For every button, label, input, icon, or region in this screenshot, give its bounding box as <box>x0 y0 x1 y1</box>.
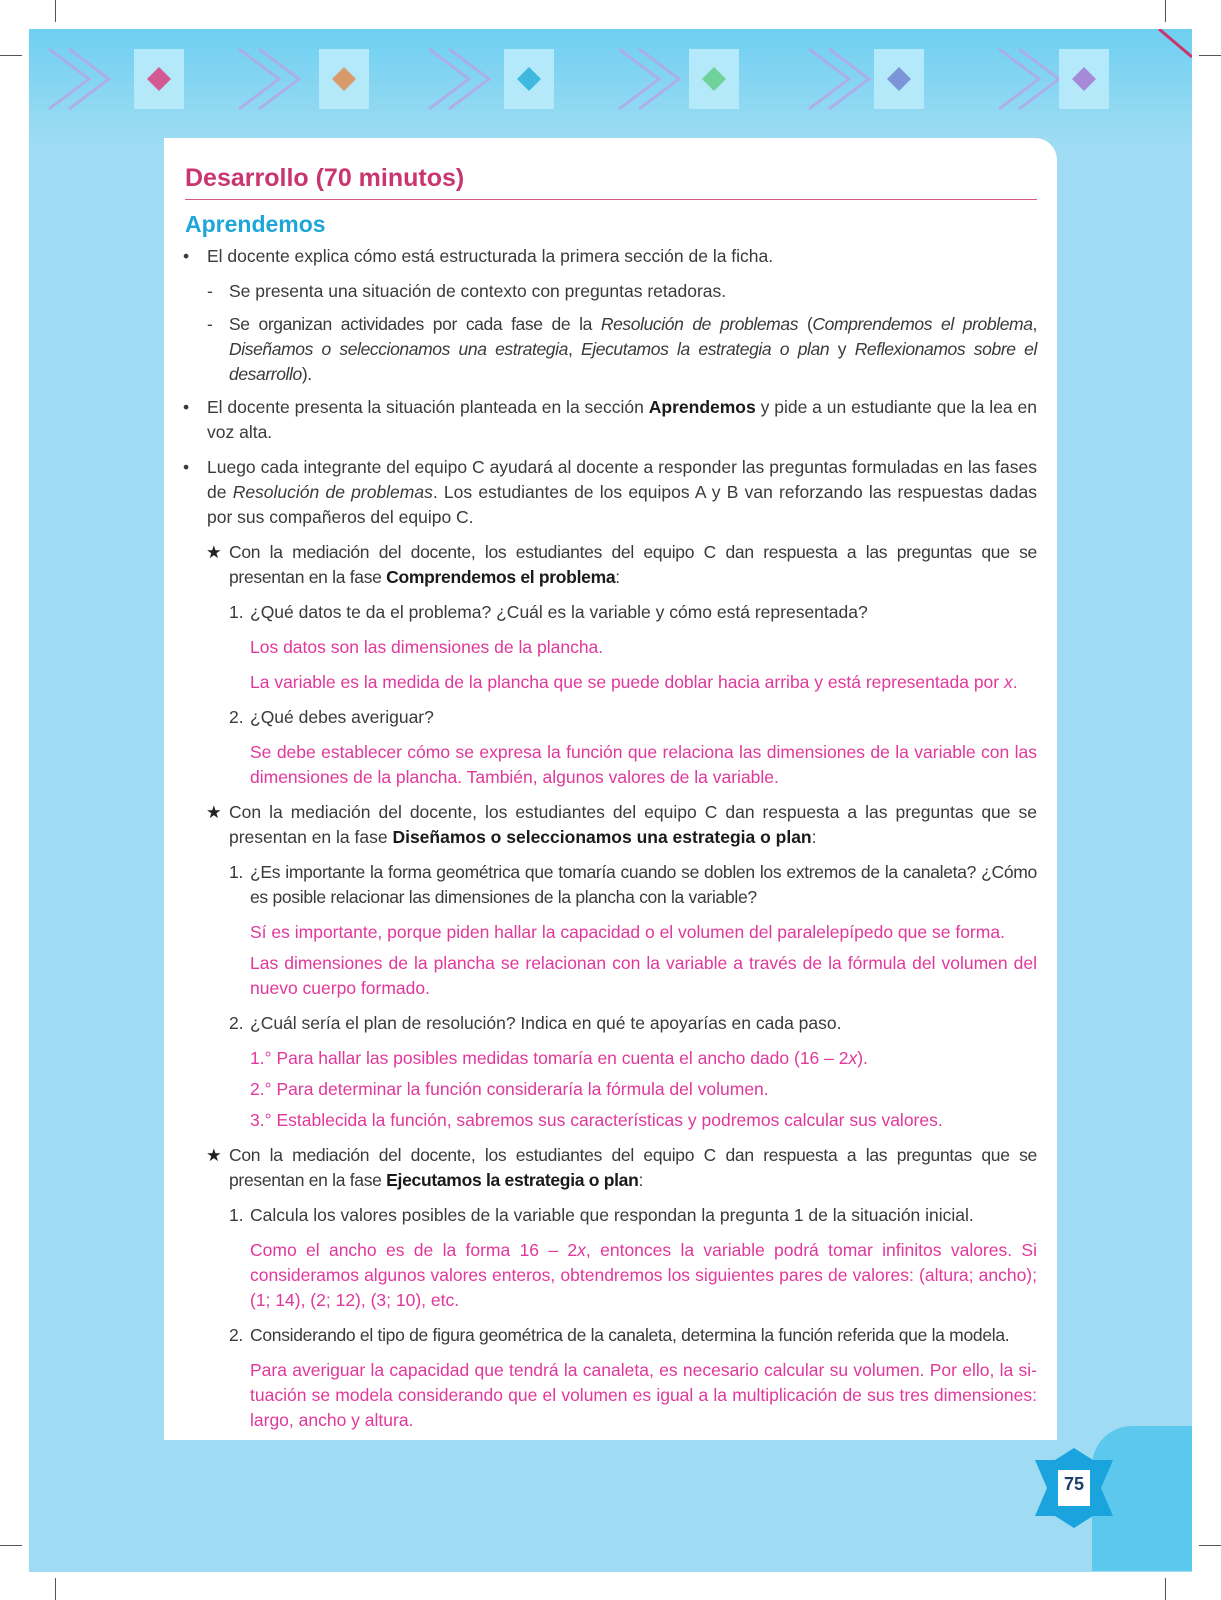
main-content <box>185 163 1037 1443</box>
answer: La variable es la medida de la plancha que se puede doblar hacia arriba y está representada por x. <box>250 672 1018 692</box>
star-icon: ★ <box>206 542 222 562</box>
bullet-marker: • <box>183 457 190 477</box>
question: 1. ¿Qué datos te da el problema? ¿Cuál es la variable y cómo está representada? <box>229 602 868 622</box>
answer: Para averiguar la capacidad que tendrá la canaleta, es necesario calcular su volumen. Por ello, la situación se modela considerando que el volumen es igual a la multiplicación de sus tres dimensiones: largo, ancho y altura. <box>250 1360 1037 1430</box>
list-item: - Se presenta una situación de contexto con preguntas retadoras. <box>185 279 1037 304</box>
crop-mark <box>1165 0 1166 22</box>
answer: Como el ancho es de la forma 16 – 2x, entonces la variable podrá tomar infinitos valores. Si consideramos algunos valores enteros, obtendremos los siguientes pares de valores: (altura; ancho); (1; 14), (2; 12), (3; 10), etc. <box>250 1240 1037 1310</box>
list-item: • Luego cada integrante del equipo C ayudará al docente a responder las preguntas formuladas en las fases de Resolución de problemas. Los estudiantes de los equipos A y B van reforzando las respuestas dadas por sus compañeros del equipo C. <box>183 457 1037 527</box>
question: 2. ¿Cuál sería el plan de resolución? Indica en qué te apoyarías en cada paso. <box>229 1013 842 1033</box>
bullet-marker: • <box>183 246 190 266</box>
plan-step: 2.° Para determinar la función consideraría la fórmula del volumen. <box>250 1079 769 1099</box>
crop-mark <box>55 0 56 22</box>
plan-step: 1.° Para hallar las posibles medidas tomaría en cuenta el ancho dado (16 – 2x). <box>250 1048 868 1068</box>
list-item: • El docente presenta la situación planteada en la sección Aprendemos y pide a un estudiante que la lea en voz alta. <box>183 397 1037 442</box>
bullet-marker: • <box>183 397 190 417</box>
list-item: • El docente explica cómo está estructurada la primera sección de la ficha. <box>185 244 1037 269</box>
answer: Los datos son las dimensiones de la plancha. <box>250 637 604 657</box>
question: 2. Considerando el tipo de figura geométrica de la canaleta, determina la función referida que la modela. <box>229 1325 1010 1345</box>
crop-mark <box>55 1578 56 1600</box>
decorative-header-band <box>29 29 1192 149</box>
phase-intro: ★ Con la mediación del docente, los estudiantes del equipo C dan respuesta a las preguntas que se presentan en la fase Ejecutamos la estrategia o plan: <box>206 1145 1037 1190</box>
section-subtitle: Aprendemos <box>185 211 326 237</box>
section-title: Desarrollo (70 minutos) <box>185 163 1037 200</box>
page-number: 75 <box>1063 1474 1085 1494</box>
star-icon: ★ <box>206 802 222 822</box>
phase-intro: ★ Con la mediación del docente, los estudiantes del equipo C dan respuesta a las preguntas que se presentan en la fase Diseñamos o seleccionamos una estrategia o plan: <box>206 802 1037 847</box>
question: 1. Calcula los valores posibles de la variable que respondan la pregunta 1 de la situación inicial. <box>229 1205 974 1225</box>
crop-mark <box>1199 1545 1221 1546</box>
crop-mark <box>0 55 22 56</box>
answer: Las dimensiones de la plancha se relacionan con la variable a través de la fórmula del volumen del nuevo cuerpo formado. <box>250 953 1037 998</box>
plan-step: 3.° Establecida la función, sabremos sus características y podremos calcular sus valores. <box>250 1110 943 1130</box>
pattern-graphic <box>29 29 1192 149</box>
crop-mark <box>1199 55 1221 56</box>
phase-intro: ★ Con la mediación del docente, los estudiantes del equipo C dan respuesta a las preguntas que se presentan en la fase Comprendemos el problema: <box>206 542 1037 587</box>
question: 1. ¿Es importante la forma geométrica que tomaría cuando se doblen los extremos de la canaleta? ¿Cómo es posible relacionar las dimensiones de la plancha con la variable? <box>229 862 1037 907</box>
answer: Sí es importante, porque piden hallar la capacidad o el volumen del paralelepípedo que se forma. <box>250 922 1005 942</box>
list-item: - Se organizan actividades por cada fase de la Resolución de problemas (Comprendemos el problema, Diseñamos o seleccionamos una estrategia, Ejecutamos la estrategia o plan y Reflexionamos sobre el desarrollo). <box>207 314 1038 384</box>
star-icon: ★ <box>206 1145 222 1165</box>
question: 2. ¿Qué debes averiguar? <box>229 707 434 727</box>
dash-marker: - <box>207 314 213 334</box>
answer: Se debe establecer cómo se expresa la función que relaciona las dimensiones de la variable con las dimensiones de la plancha. También, algunos valores de la variable. <box>250 742 1037 787</box>
crop-mark <box>0 1545 22 1546</box>
dash-marker: - <box>207 281 213 301</box>
crop-mark <box>1165 1578 1166 1600</box>
